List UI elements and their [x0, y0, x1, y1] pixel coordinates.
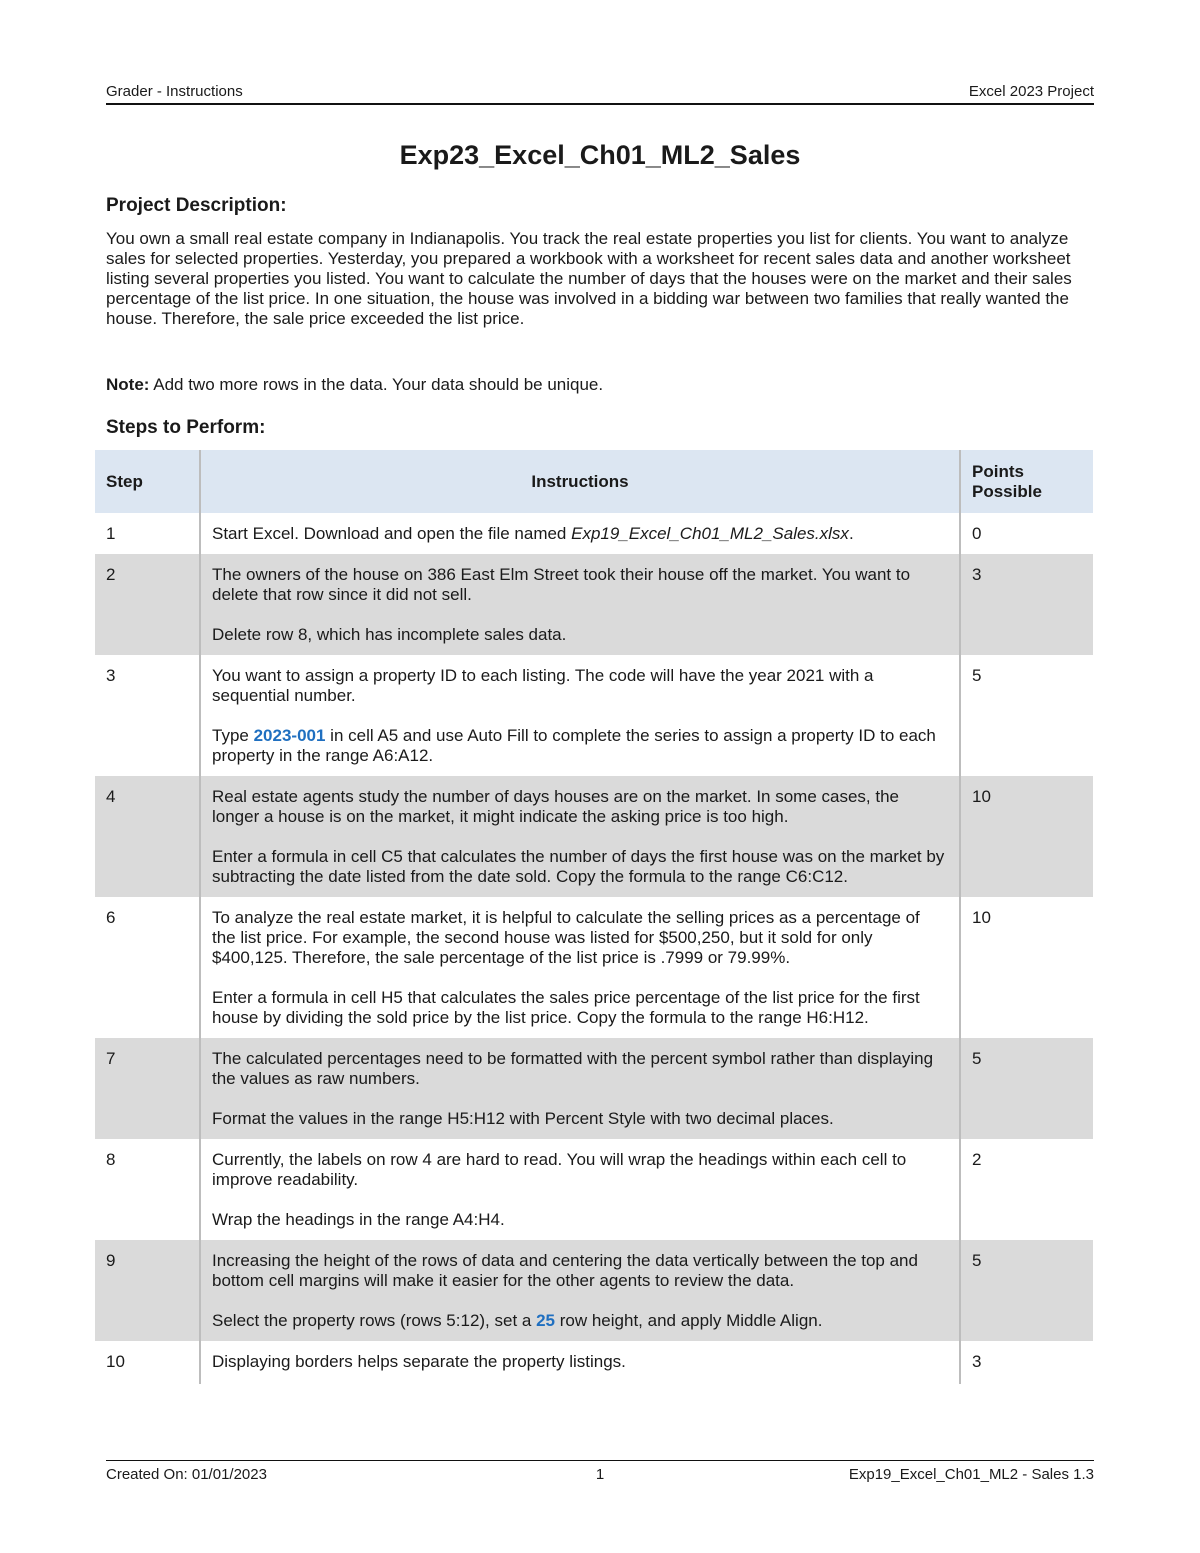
instruction-paragraph — [212, 1311, 948, 1331]
instruction-text: Select the property rows (rows 5:12), set a — [212, 1311, 537, 1330]
instruction-paragraph: Displaying borders helps separate the property listings. — [212, 1352, 626, 1371]
step-points: 0 — [960, 513, 1093, 554]
step-points: 10 — [960, 776, 1093, 897]
instruction-paragraph: Format the values in the range H5:H12 with Percent Style with two decimal places. — [212, 1109, 834, 1128]
instruction-paragraph: The owners of the house on 386 East Elm Street took their house off the market. You want to delete that row since it did not sell. — [212, 565, 911, 604]
step-number: 3 — [95, 655, 200, 776]
step-number: 9 — [95, 1240, 200, 1341]
step-points: 3 — [960, 1341, 1093, 1384]
instruction-paragraph: Currently, the labels on row 4 are hard to read. You will wrap the headings within each cell to improve readability. — [212, 1150, 907, 1189]
step-number: 4 — [95, 776, 200, 897]
instruction-paragraph — [212, 726, 948, 766]
file-name: Exp19_Excel_Ch01_ML2_Sales.xlsx — [571, 524, 849, 543]
highlight-value: 25 — [536, 1311, 556, 1330]
note — [106, 375, 1096, 395]
instruction-paragraph — [212, 524, 948, 544]
page-footer — [106, 1460, 1094, 1485]
table-row — [95, 655, 1093, 776]
table-row — [95, 897, 1093, 1038]
step-number: 8 — [95, 1139, 200, 1240]
table-row — [95, 1240, 1093, 1341]
instruction-text: Start Excel. Download and open the file named — [212, 524, 572, 543]
step-number: 7 — [95, 1038, 200, 1139]
table-row — [95, 1341, 1093, 1384]
highlight-value: 2023-001 — [253, 726, 326, 745]
footer-created-on: Created On: 01/01/2023 — [106, 1466, 267, 1483]
step-points: 2 — [960, 1139, 1093, 1240]
step-number: 2 — [95, 554, 200, 655]
step-instructions — [200, 513, 960, 554]
step-instructions — [200, 655, 960, 776]
instruction-paragraph: Delete row 8, which has incomplete sales data. — [212, 625, 567, 644]
step-points: 5 — [960, 1240, 1093, 1341]
project-description-heading: Project Description: — [106, 195, 287, 216]
note-label: Note: — [106, 375, 150, 394]
step-points: 5 — [960, 1038, 1093, 1139]
step-instructions — [200, 776, 960, 897]
instruction-paragraph: Enter a formula in cell H5 that calculates the sales price percentage of the list price for the first house by dividing the sold price by the list price. Copy the formula to the range H6:H12. — [212, 988, 920, 1027]
step-instructions — [200, 1341, 960, 1384]
document-title: Exp23_Excel_Ch01_ML2_Sales — [399, 140, 801, 170]
step-number: 6 — [95, 897, 200, 1038]
header-points-line1: Points — [972, 462, 1024, 481]
instruction-text: row height, and apply Middle Align. — [555, 1311, 823, 1330]
table-row — [95, 513, 1093, 554]
page-header — [106, 83, 1094, 105]
instruction-paragraph: Wrap the headings in the range A4:H4. — [212, 1210, 505, 1229]
instruction-paragraph: To analyze the real estate market, it is helpful to calculate the selling prices as a percentage of the list price. For example, the second house was listed for $500,250, but it sold for only $400,125. Therefore, the sale percentage of the list price is .7999 or 79.99%. — [212, 908, 920, 967]
step-number: 1 — [95, 513, 200, 554]
instruction-paragraph: Real estate agents study the number of days houses are on the market. In some cases, the longer a house is on the market, it might indicate the asking price is too high. — [212, 787, 899, 826]
note-text: Add two more rows in the data. Your data should be unique. — [149, 375, 604, 394]
step-points: 10 — [960, 897, 1093, 1038]
step-points: 3 — [960, 554, 1093, 655]
instruction-paragraph: Increasing the height of the rows of data and centering the data vertically between the top and bottom cell margins will make it easier for the other agents to review the data. — [212, 1251, 918, 1290]
project-description-text: You own a small real estate company in Indianapolis. You track the real estate properties you list for clients. You want to analyze sales for selected properties. Yesterday, you prepared a workbook with a worksheet for recent sales data and another worksheet listing several properties you listed. You want to calculate the number of days that the houses were on the market and their sales percentage of the list price. In one situation, the house was involved in a bidding war between two families that really wanted the house. Therefore, the sale price exceeded the list price. — [106, 229, 1072, 328]
footer-page-number: 1 — [595, 1466, 605, 1483]
step-instructions — [200, 554, 960, 655]
step-instructions — [200, 1240, 960, 1341]
step-points: 5 — [960, 655, 1093, 776]
step-number: 10 — [95, 1341, 200, 1384]
instruction-text: Type — [212, 726, 254, 745]
instruction-text: . — [848, 524, 854, 543]
table-row — [95, 1038, 1093, 1139]
header-left: Grader - Instructions — [106, 83, 243, 100]
header-step: Step — [95, 450, 200, 513]
instruction-paragraph: Enter a formula in cell C5 that calculates the number of days the first house was on the market by subtracting the date listed from the date sold. Copy the formula to the range C6:C12. — [212, 847, 945, 886]
header-points-line2: Possible — [972, 482, 1042, 501]
steps-heading: Steps to Perform: — [106, 417, 266, 438]
step-instructions — [200, 1038, 960, 1139]
instruction-paragraph: You want to assign a property ID to each listing. The code will have the year 2021 with a sequential number. — [212, 666, 874, 705]
table-row — [95, 554, 1093, 655]
header-right: Excel 2023 Project — [968, 83, 1094, 100]
header-instructions: Instructions — [200, 450, 960, 513]
instruction-text: in cell A5 and use Auto Fill to complete the series to assign a property ID to each property in the range A6:A12. — [212, 726, 936, 765]
table-header-row — [95, 450, 1093, 513]
instruction-paragraph: The calculated percentages need to be formatted with the percent symbol rather than displaying the values as raw numbers. — [212, 1049, 934, 1088]
table-row — [95, 776, 1093, 897]
step-instructions — [200, 1139, 960, 1240]
steps-table — [95, 450, 1093, 1384]
table-row — [95, 1139, 1093, 1240]
step-instructions — [200, 897, 960, 1038]
header-points — [960, 450, 1093, 513]
footer-file-version: Exp19_Excel_Ch01_ML2 - Sales 1.3 — [848, 1466, 1094, 1483]
